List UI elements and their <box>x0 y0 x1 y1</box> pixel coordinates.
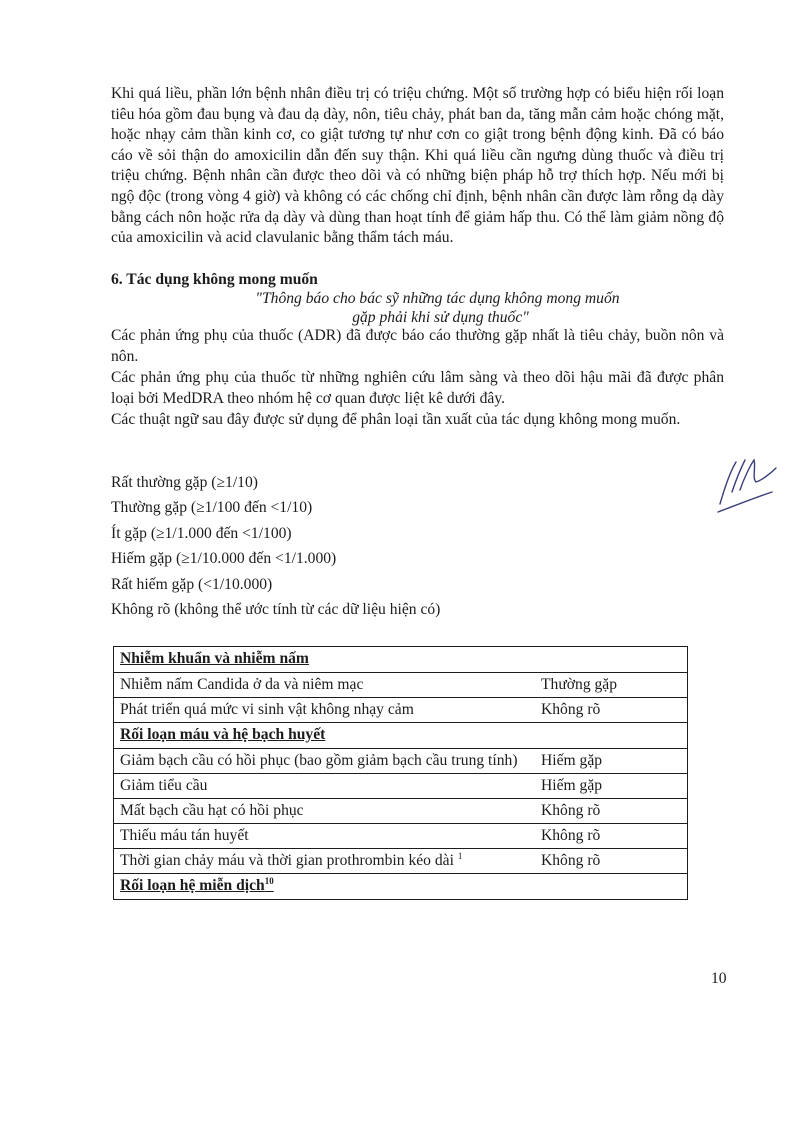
frequency-item: Không rõ (không thể ước tính từ các dữ liệu hiện có) <box>111 601 441 619</box>
group-immune-label: Rối loạn hệ miễn dịch <box>120 877 265 894</box>
notice-line-1: "Thông báo cho bác sỹ những tác dụng không mong muốn <box>255 290 620 307</box>
table-row <box>114 824 688 849</box>
table-row <box>114 849 688 874</box>
footnote-marker: 10 <box>264 875 274 886</box>
condition-cell: Mất bạch cầu hạt có hồi phục <box>114 799 542 824</box>
notice-line-2: gặp phải khi sử dụng thuốc" <box>352 309 529 326</box>
table-row <box>114 799 688 824</box>
overdose-paragraph: Khi quá liều, phần lớn bệnh nhân điều trị có triệu chứng. Một số trường hợp có biểu hiện rối loạn tiêu hóa gồm đau bụng và đau dạ dày, nôn, tiêu chảy, phát ban da, tăng mẫn cảm hoặc chóng mặt, hoặc nhạy cảm thần kinh cơ, co giật tương tự như cơn co giật trong bệnh động kinh. Đã có báo cáo về sỏi thận do amoxicilin dẫn đến suy thận. Khi quá liều cần ngưng dùng thuốc và điều trị triệu chứng. Bệnh nhân cần được theo dõi và có những biện pháp hỗ trợ thích hợp. Nếu mới bị ngộ độc (trong vòng 4 giờ) và không có các chống chỉ định, bệnh nhân cần được làm rỗng dạ dày bằng cách nôn hoặc rửa dạ dày và dùng than hoạt tính để giảm hấp thu. Có thể làm giảm nồng độ của amoxicilin và acid clavulanic bằng thẩm tách máu. <box>111 85 724 247</box>
condition-cell: Nhiễm nấm Candida ở da và niêm mạc <box>114 673 542 698</box>
trials-paragraph: Các phản ứng phụ của thuốc từ những nghiên cứu lâm sàng và theo dõi hậu mãi đã được phân loại bởi MedDRA theo nhóm hệ cơ quan được liệt kê dưới đây. <box>111 369 724 407</box>
frequency-item: Thường gặp (≥1/100 đến <1/10) <box>111 499 313 517</box>
condition-cell: Thiếu máu tán huyết <box>114 824 542 849</box>
adverse-reactions-table <box>113 646 688 900</box>
frequency-item: Hiếm gặp (≥1/10.000 đến <1/1.000) <box>111 550 337 568</box>
group-infections: Nhiễm khuẩn và nhiễm nấm <box>114 647 688 673</box>
table-row <box>114 749 688 774</box>
table-group-row <box>114 723 688 749</box>
condition-cell: Giảm bạch cầu có hồi phục (bao gồm giảm bạch cầu trung tính) <box>114 749 542 774</box>
condition-cell <box>114 849 542 874</box>
table-row <box>114 673 688 698</box>
table-row <box>114 774 688 799</box>
condition-cell: Giảm tiểu cầu <box>114 774 542 799</box>
table-group-row <box>114 647 688 673</box>
frequency-list <box>111 470 440 622</box>
frequency-cell: Hiếm gặp <box>541 749 688 774</box>
frequency-item: Rất thường gặp (≥1/10) <box>111 474 258 491</box>
section-heading: 6. Tác dụng không mong muốn <box>111 271 318 288</box>
terms-paragraph: Các thuật ngữ sau đây được sử dụng để phân loại tần xuất của tác dụng không mong muốn. <box>111 411 681 428</box>
table-row <box>114 698 688 723</box>
frequency-cell: Thường gặp <box>541 673 688 698</box>
footnote-marker: 1 <box>457 850 463 861</box>
frequency-cell: Không rõ <box>541 799 688 824</box>
page-number: 10 <box>711 970 727 987</box>
frequency-cell: Hiếm gặp <box>541 774 688 799</box>
frequency-cell: Không rõ <box>541 698 688 723</box>
frequency-cell: Không rõ <box>541 849 688 874</box>
adr-paragraph: Các phản ứng phụ của thuốc (ADR) đã được báo cáo thường gặp nhất là tiêu chảy, buồn nôn và nôn. <box>111 327 724 365</box>
condition-cell: Phát triển quá mức vi sinh vật không nhạy cảm <box>114 698 542 723</box>
frequency-cell: Không rõ <box>541 824 688 849</box>
table-group-row <box>114 874 688 900</box>
group-blood: Rối loạn máu và hệ bạch huyết <box>114 723 688 749</box>
frequency-item: Ít gặp (≥1/1.000 đến <1/100) <box>111 524 292 542</box>
condition-text: Thời gian chảy máu và thời gian prothrombin kéo dài <box>120 852 454 869</box>
frequency-item: Rất hiếm gặp (<1/10.000) <box>111 575 273 593</box>
group-immune <box>114 874 688 900</box>
signature-mark <box>714 452 784 516</box>
